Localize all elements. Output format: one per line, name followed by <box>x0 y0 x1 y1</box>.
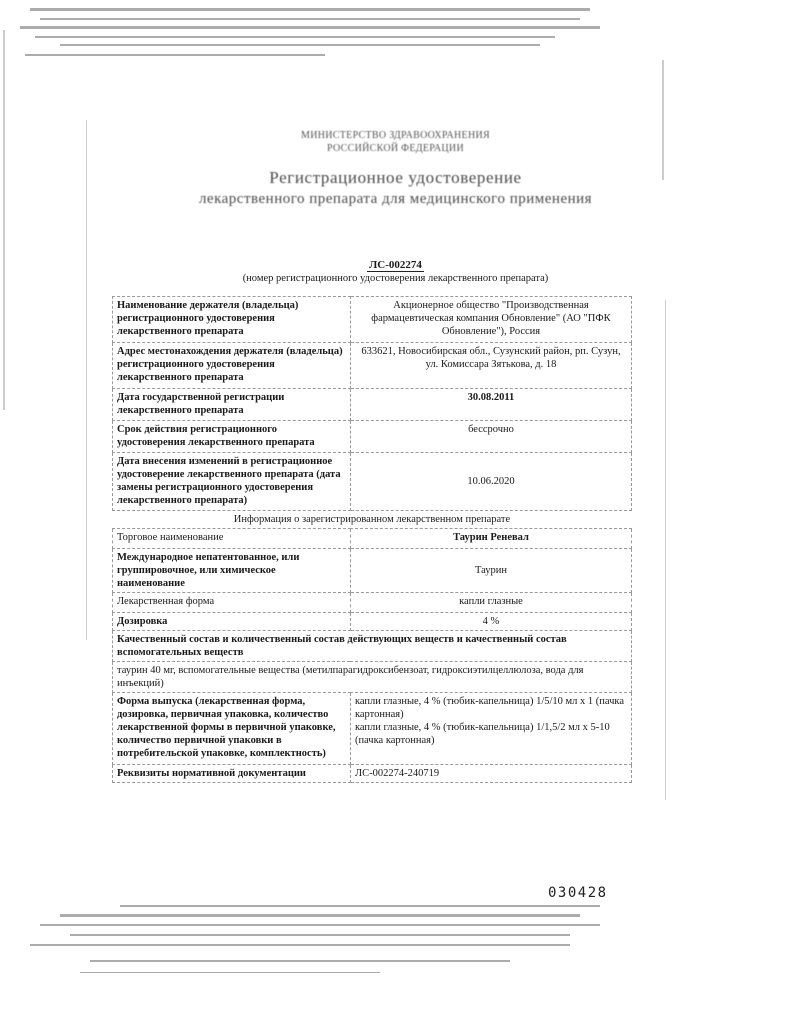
table-row <box>113 529 632 549</box>
ministry-country: РОССИЙСКОЙ ФЕДЕРАЦИИ <box>327 143 464 154</box>
dosage-form-value: капли глазные <box>350 593 631 613</box>
table-row <box>113 511 632 529</box>
release-form-value-1: капли глазные, 4 % (тюбик-капельница) 1/5/10 мл х 1 (пачка картонная) <box>354 696 625 720</box>
table-row <box>113 297 632 343</box>
holder-name-label: Наименование держателя (владельца) регистрационного удостоверения лекарственного препарата <box>113 297 351 343</box>
norm-doc-label: Реквизиты нормативной документации <box>113 765 351 783</box>
table-row <box>113 453 632 511</box>
holder-address-value: 633621, Новосибирская обл., Сузунский район, рп. Сузун, ул. Комиссара Зятькова, д. 18 <box>350 343 631 389</box>
registration-number-caption: (номер регистрационного удостоверения лекарственного препарата) <box>242 273 549 284</box>
document-subtitle: лекарственного препарата для медицинского применения <box>198 191 593 207</box>
table-row <box>113 765 632 783</box>
release-form-values <box>350 693 631 765</box>
trade-name-value: Таурин Реневал <box>350 529 631 549</box>
inn-label: Международное непатентованное, или группировочное, или химическое наименование <box>113 549 351 593</box>
certificate-table <box>112 296 632 783</box>
ministry-name: МИНИСТЕРСТВО ЗДРАВООХРАНЕНИЯ <box>301 130 490 141</box>
registration-date-value: 30.08.2011 <box>350 389 631 421</box>
registration-date-label: Дата государственной регистрации лекарственного препарата <box>113 389 351 421</box>
composition-label: Качественный состав и количественный состав действующих веществ и качественный состав вспомогательных веществ <box>113 631 632 662</box>
inn-value: Таурин <box>350 549 631 593</box>
table-row <box>113 421 632 453</box>
holder-name-value: Акционерное общество "Производственная фармацевтическая компания Обновление" (АО "ПФК Обновление"), Россия <box>350 297 631 343</box>
dosage-label: Дозировка <box>113 613 351 631</box>
norm-doc-value: ЛС-002274-240719 <box>350 765 631 783</box>
registration-number: ЛС-002274 <box>369 259 422 271</box>
table-row <box>113 593 632 613</box>
dosage-form-label: Лекарственная форма <box>113 593 351 613</box>
table-row <box>113 389 632 421</box>
holder-address-label: Адрес местонахождения держателя (владельца) регистрационного удостоверения лекарственного препарата <box>113 343 351 389</box>
table-row <box>113 343 632 389</box>
release-form-label: Форма выпуска (лекарственная форма, дозировка, первичная упаковка, количество лекарственной формы в первичной упаковке, количество первичной упаковки в потребительской упаковке, комплектность) <box>113 693 351 765</box>
table-row <box>113 693 632 765</box>
dosage-value: 4 % <box>350 613 631 631</box>
table-row <box>113 613 632 631</box>
table-row <box>113 549 632 593</box>
stamp-number: 030428 <box>548 885 608 901</box>
trade-name-label: Торговое наименование <box>113 529 351 549</box>
document-title: Регистрационное удостоверение <box>269 168 522 187</box>
release-form-value-2: капли глазные, 4 % (тюбик-капельница) 1/1,5/2 мл х 5-10 (пачка картонная) <box>354 722 610 746</box>
table-row <box>113 662 632 693</box>
table-row <box>113 631 632 662</box>
validity-label: Срок действия регистрационного удостоверения лекарственного препарата <box>113 421 351 453</box>
changes-date-label: Дата внесения изменений в регистрационное удостоверение лекарственного препарата (дата замены регистрационного удостоверения лекарственного препарата) <box>113 453 351 511</box>
validity-value: бессрочно <box>350 421 631 453</box>
composition-value: таурин 40 мг, вспомогательные вещества (метилпарагидроксибензоат, гидроксиэтилцеллюлоза, вода для инъекций) <box>113 662 632 693</box>
changes-date-value: 10.06.2020 <box>350 453 631 511</box>
drug-info-caption: Информация о зарегистрированном лекарственном препарате <box>113 511 632 529</box>
registration-number-line <box>0 259 791 271</box>
